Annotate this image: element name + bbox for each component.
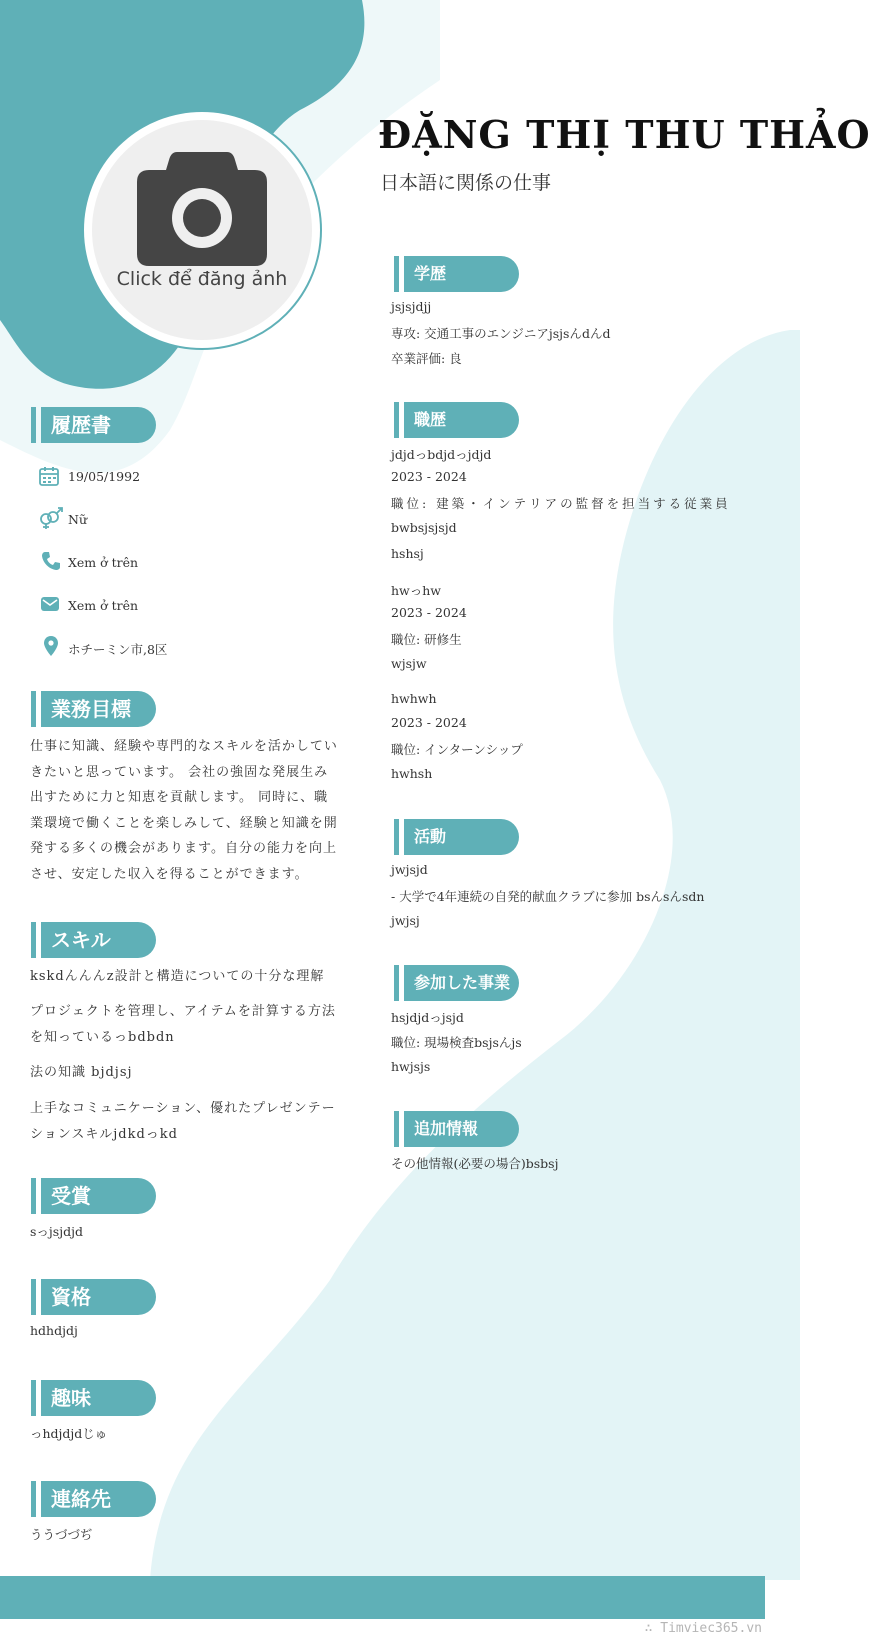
section-title: 資格 — [41, 1279, 156, 1315]
job-desc: hwhsh — [391, 766, 433, 781]
gender-icon — [37, 507, 63, 529]
objective-text: 仕事に知識、経験や専門的なスキルを活かしてい きたいと思っています。 会社の強固な発展生み 出すために力と知恵を貢献します。 同時に、職 業環境で働くことを楽しみして、経験と知識を開 発する多くの機会があります。自分の能力を向上 させ、安定した収入を得ることができます。 — [30, 739, 338, 882]
phone-value: Xem ở trên — [68, 555, 139, 570]
footer-bar — [0, 1576, 765, 1619]
job-desc: wjsjw — [391, 656, 427, 671]
dob-value: 19/05/1992 — [68, 469, 141, 484]
references-text: ううづづぢ — [30, 1527, 93, 1542]
skill-item: 上手なコミュニケーション、優れたプレゼンテー ションスキルjdkdっkd — [30, 1101, 336, 1142]
awards-text: sっjsjdjd — [30, 1224, 83, 1239]
major: 専攻: 交通工事のエンジニアjsjsんdんd — [391, 326, 611, 341]
job-title: 日本語に関係の仕事 — [380, 172, 552, 194]
candidate-name: ĐẶNG THỊ THU THẢO — [378, 112, 871, 157]
activity-extra: jwjsj — [391, 913, 420, 928]
job-company: hwっhw — [391, 583, 442, 598]
section-title: 追加情報 — [404, 1111, 519, 1147]
section-title: 職歴 — [404, 402, 519, 438]
section-title: 趣味 — [41, 1380, 156, 1416]
job-period: 2023 - 2024 — [391, 605, 467, 620]
section-title: 活動 — [404, 819, 519, 855]
school-name: jsjsjdjj — [391, 299, 432, 314]
skill-item: プロジェクトを管理し、アイテムを計算する方法 を知っているっbdbdn — [30, 1004, 336, 1045]
address-value: ホチーミン市,8区 — [68, 642, 168, 657]
camera-icon — [137, 152, 267, 267]
section-title: 受賞 — [41, 1178, 156, 1214]
skill-item: kskdんんんz設計と構造についての十分な理解 — [30, 969, 325, 984]
gender-value: Nữ — [68, 512, 87, 527]
section-title: 業務目標 — [41, 691, 156, 727]
email-icon — [39, 593, 61, 615]
additional-text: その他情報(必要の場合)bsbsj — [391, 1156, 559, 1171]
job-position: 職位: インターンシップ — [391, 742, 523, 757]
project-position: 職位: 現場検査bsjsんjs — [391, 1035, 522, 1050]
project-name: hsjdjdっjsjd — [391, 1010, 464, 1025]
job-company: jdjdっbdjdっjdjd — [391, 447, 492, 462]
email-value: Xem ở trên — [68, 598, 139, 613]
job-period: 2023 - 2024 — [391, 469, 467, 484]
section-title: 履歴書 — [41, 407, 156, 443]
location-pin-icon — [40, 635, 62, 657]
job-company: hwhwh — [391, 691, 437, 706]
job-desc: hshsj — [391, 546, 424, 561]
avatar-upload-label: Click để đăng ảnh — [116, 268, 288, 290]
phone-icon — [40, 550, 62, 572]
hobbies-text: っhdjdjdじゅ — [30, 1426, 108, 1441]
section-title: 連絡先 — [41, 1481, 156, 1517]
calendar-icon — [38, 465, 60, 487]
project-desc: hwjsjs — [391, 1059, 431, 1074]
section-title: 学歴 — [404, 256, 519, 292]
avatar-placeholder — [92, 120, 312, 340]
job-period: 2023 - 2024 — [391, 715, 467, 730]
section-title: スキル — [41, 922, 156, 958]
activity-org: jwjsjd — [391, 862, 428, 877]
skill-item: 法の知識 bjdjsj — [30, 1065, 133, 1080]
activity-detail: - 大学で4年連続の自発的献血クラブに参加 bsんsんsdn — [391, 889, 705, 904]
certificates-text: hdhdjdj — [30, 1323, 78, 1338]
avatar-upload[interactable] — [82, 110, 322, 350]
watermark: ∴ Timviec365.vn — [644, 1621, 762, 1636]
job-desc: bwbsjsjsjd — [391, 520, 457, 535]
section-title: 参加した事業 — [404, 965, 519, 1001]
job-position: 職位: 研修生 — [391, 632, 462, 647]
job-position: 職位: 建築・インテリアの監督を担当する従業員 — [391, 496, 731, 511]
grade: 卒業評価: 良 — [391, 351, 462, 366]
